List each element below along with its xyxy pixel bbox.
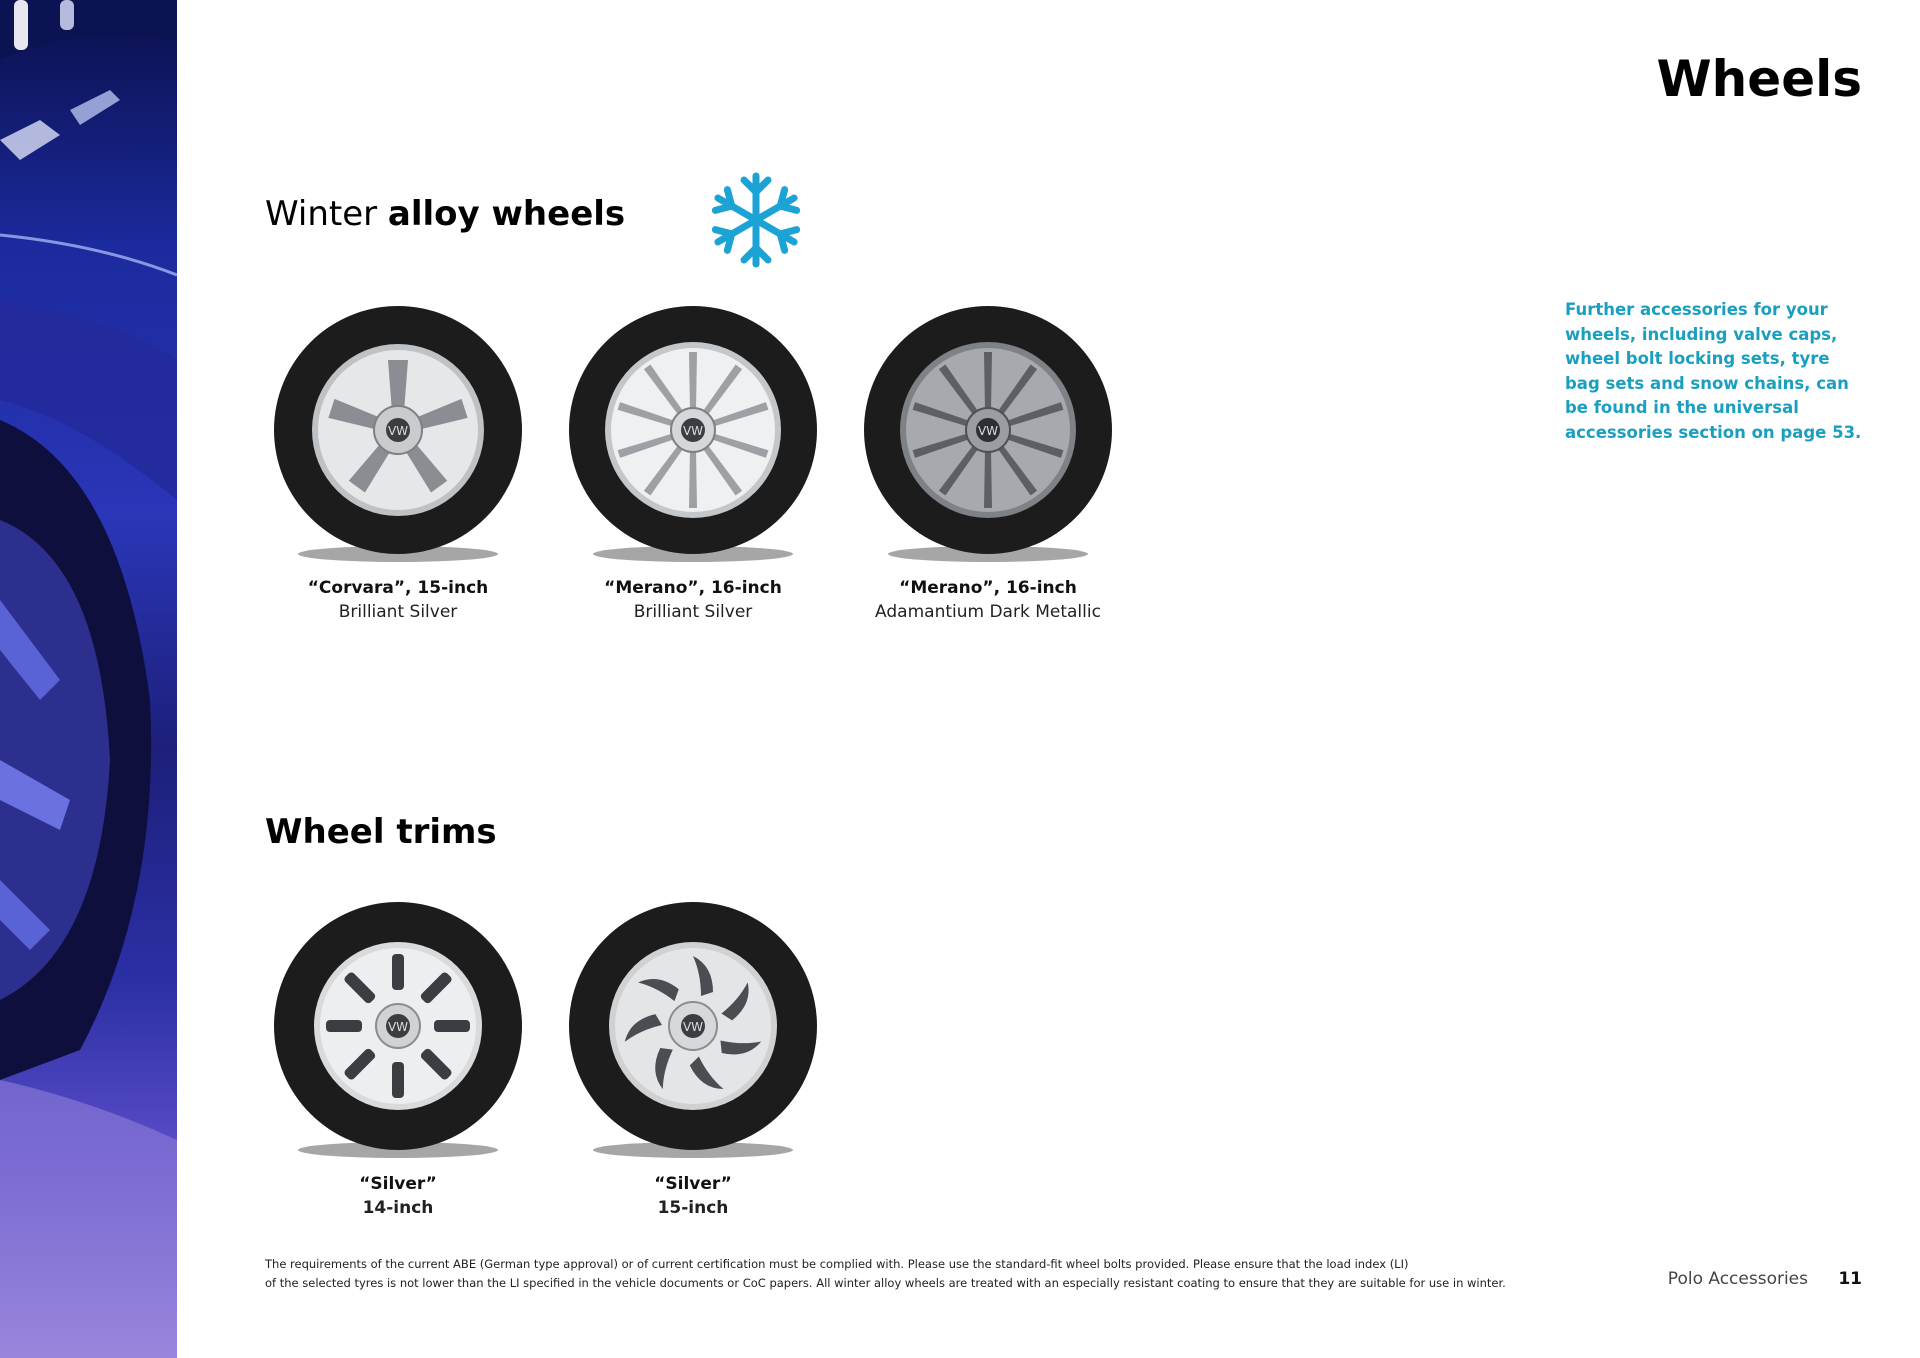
trim-name: “Silver” <box>359 1174 437 1194</box>
svg-text:VW: VW <box>682 424 704 438</box>
legal-footnote <box>265 1255 1565 1293</box>
winter-title-regular: Winter <box>265 194 378 234</box>
trims-section-title: Wheel trims <box>265 812 497 852</box>
svg-text:VW: VW <box>977 424 999 438</box>
wheel-finish: Adamantium Dark Metallic <box>875 602 1101 622</box>
winter-wheel-corvara[interactable] <box>268 300 528 624</box>
wheel-ten-spoke-dark-image <box>858 300 1118 568</box>
snowflake-icon <box>706 170 806 270</box>
winter-wheel-merano-dark[interactable] <box>858 300 1118 624</box>
svg-text:VW: VW <box>387 1020 409 1034</box>
svg-text:VW: VW <box>682 1020 704 1034</box>
wheel-finish: Brilliant Silver <box>633 602 753 622</box>
page-title: Wheels <box>1656 50 1862 108</box>
trim-turbine-image <box>563 896 823 1164</box>
winter-section-title <box>265 194 625 234</box>
trim-silver-14[interactable] <box>268 896 528 1220</box>
trim-silver-15[interactable] <box>563 896 823 1220</box>
wheel-five-spoke-image <box>268 300 528 568</box>
wheel-ten-spoke-image <box>563 300 823 568</box>
svg-text:VW: VW <box>387 424 409 438</box>
winter-title-bold: alloy wheels <box>387 194 626 234</box>
trim-name: “Silver” <box>654 1174 732 1194</box>
trim-size: 15-inch <box>657 1198 729 1218</box>
trim-slotted-image <box>268 896 528 1164</box>
footnote-line-1: The requirements of the current ABE (German type approval) or of current certification must be complied with. Please use the standard-fit wheel bolts provided. Please ensure that the load index (LI) <box>265 1257 1409 1271</box>
wheel-name: “Corvara”, 15-inch <box>307 578 489 598</box>
wheel-name: “Merano”, 16-inch <box>899 578 1077 598</box>
page-number: 11 <box>1838 1269 1862 1289</box>
footnote-line-2: of the selected tyres is not lower than the LI specified in the vehicle documents or CoC papers. All winter alloy wheels are treated with an especially resistant coating to ensure that they are suitable for use in winter. <box>265 1276 1506 1290</box>
footer-brand: Polo Accessories <box>1667 1269 1808 1289</box>
winter-wheel-merano-silver[interactable] <box>563 300 823 624</box>
trim-size: 14-inch <box>362 1198 434 1218</box>
side-car-photo <box>0 0 177 1358</box>
wheel-name: “Merano”, 16-inch <box>604 578 782 598</box>
wheel-finish: Brilliant Silver <box>338 602 458 622</box>
accessories-note: Further accessories for your wheels, including valve caps, wheel bolt locking sets, tyre bag sets and snow chains, can be found in the universal accessories section on page 53. <box>1565 300 1862 442</box>
